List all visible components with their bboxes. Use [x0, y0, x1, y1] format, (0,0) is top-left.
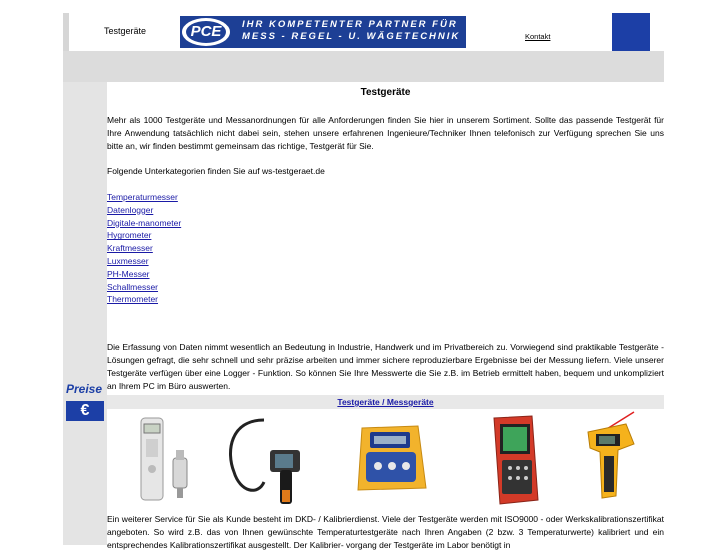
- pce-logo-banner[interactable]: [180, 16, 466, 48]
- intro-paragraph: Mehr als 1000 Testgeräte und Messanordnungen für alle Anforderungen finden Sie hier in unserem Sortiment. Sollte das passende Testgerät für Ihre Anwendung tatsächlich nicht dabei sein, stehen unsere erfahrenen Ingenieure/Techniker Ihnen telefonisch zur Verfügung sprechen Sie uns bitte an, wir finden bestimmt gemeinsam das richtige, Testgerät für Sie.: [107, 115, 664, 151]
- grey-band: [63, 51, 664, 82]
- link-schallmesser[interactable]: Schallmesser: [107, 281, 159, 292]
- contact-link[interactable]: Kontakt: [525, 32, 551, 41]
- blue-square-decoration: [612, 13, 650, 51]
- data-paragraph: Die Erfassung von Daten nimmt wesentlich an Bedeutung in Industrie, Handwerk und im Privatbereich zu. Vorwiegend sind praktikable Testgeräte - Lösungen gefragt, die sehr schnell und sehr präzise arbeiten und immer sichere reproduzierbare Ergebnisse bei der Messung liefern. Viele unserer Testgeräte verfügen über eine Logger - Funktion. So können Sie Ihre Messwerte die Sie z.B. im Betrieb ermittelt haben, bequem und unkompliziert an Ihrem PC im Büro auswerten.: [107, 342, 664, 391]
- pce-logo-text: PCE: [186, 21, 226, 43]
- section-bar: [107, 395, 664, 409]
- link-ph-messer[interactable]: PH-Messer: [107, 268, 150, 279]
- page-title: Testgeräte: [104, 26, 147, 36]
- left-sidebar: [63, 82, 107, 545]
- euro-button[interactable]: €: [66, 401, 104, 421]
- slogan-line-1: IHR KOMPETENTER PARTNER FÜR: [242, 19, 458, 30]
- link-datenlogger[interactable]: Datenlogger: [107, 204, 154, 215]
- main-heading: Testgeräte: [360, 87, 411, 98]
- link-thermometer[interactable]: Thermometer: [107, 294, 159, 305]
- link-hygrometer[interactable]: Hygrometer: [107, 230, 152, 241]
- subcategory-links: [107, 191, 181, 306]
- section-link-testgeraete[interactable]: Testgeräte / Messgeräte: [337, 397, 434, 407]
- slogan: [242, 19, 460, 43]
- endoscope-icon[interactable]: [224, 412, 304, 506]
- power-analyzer-icon[interactable]: [486, 414, 546, 506]
- link-kraftmesser[interactable]: Kraftmesser: [107, 243, 153, 254]
- infrared-thermometer-icon[interactable]: [582, 410, 642, 506]
- subcategory-intro: Folgende Unterkategorien finden Sie auf ws-testgeraet.de: [107, 166, 325, 176]
- link-digitale-manometer[interactable]: Digitale-manometer: [107, 217, 182, 228]
- header-left-strip: [63, 13, 69, 51]
- link-temperaturmesser[interactable]: Temperaturmesser: [107, 192, 178, 202]
- link-luxmesser[interactable]: Luxmesser: [107, 255, 149, 266]
- service-paragraph: Ein weiterer Service für Sie als Kunde besteht im DKD- / Kalibrierdienst. Viele der Testgeräte werden mit ISO9000 - oder Werkskalibrationszertifikat angeboten. So wird z.B. das von Ihnen gewünschte Temperaturtestgeräte nach Ihren Angaben (2 bzw. 3 Temperaturwerte) kalibriert und ein entsprechendes Kalibrationszertifikat ausgestellt. Der Kalibrier- vorgang der Testgeräte im Labor benötigt in: [107, 514, 664, 550]
- slogan-line-2: MESS - REGEL - U. WÄGETECHNIK: [242, 31, 461, 42]
- gas-detector-icon[interactable]: [350, 418, 430, 500]
- pce-logo: [182, 18, 230, 46]
- tachometer-icon[interactable]: [135, 414, 199, 502]
- preise-label[interactable]: Preise: [66, 382, 103, 396]
